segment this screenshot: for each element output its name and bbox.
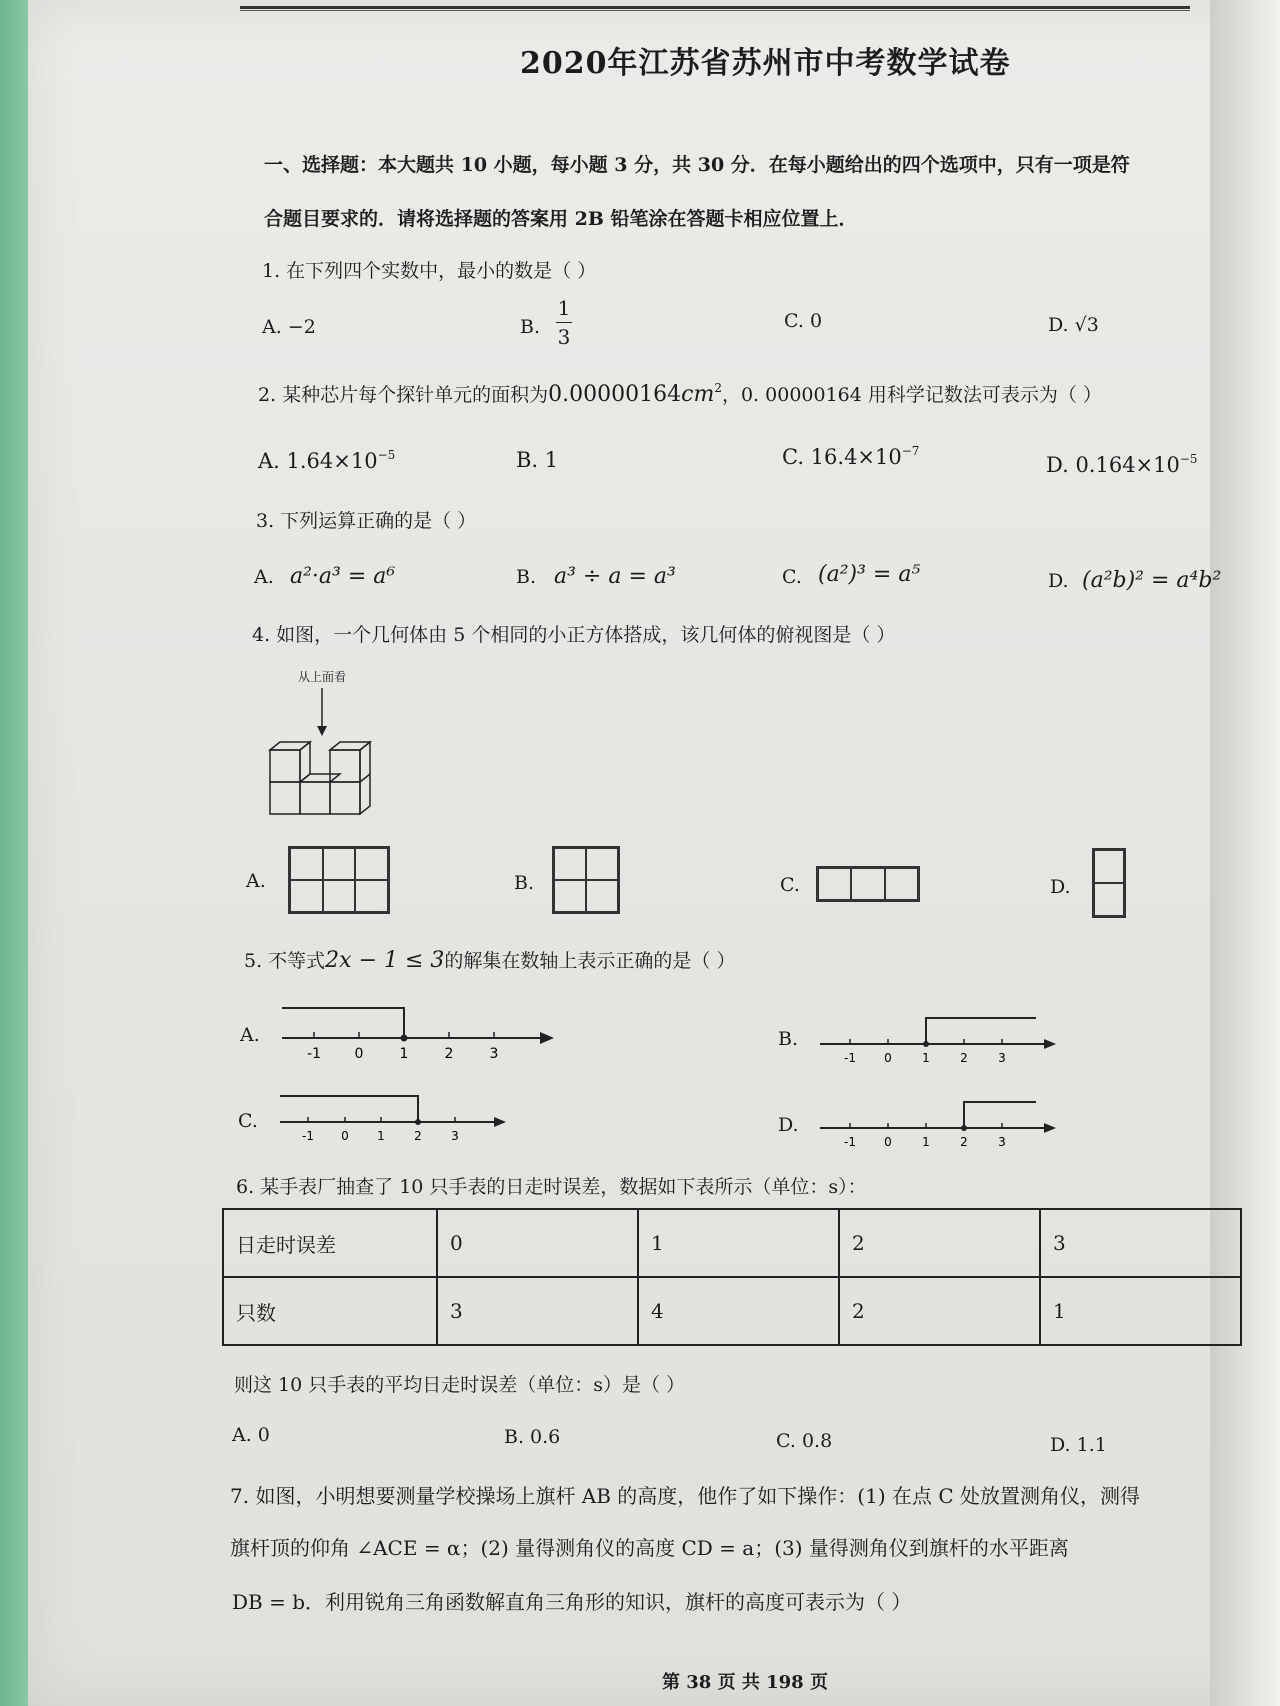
grid-cell bbox=[355, 848, 388, 880]
page-title: 2020年江苏省苏州市中考数学试卷 bbox=[520, 46, 1011, 81]
fraction-bar bbox=[556, 322, 572, 323]
grid-cell bbox=[355, 880, 388, 912]
grid-cell bbox=[586, 880, 618, 912]
q2-text-value: 0.00000164 bbox=[548, 382, 682, 407]
tick-label: -1 bbox=[844, 1135, 856, 1149]
q4-option-b-grid bbox=[552, 846, 620, 914]
tick-label: 0 bbox=[884, 1135, 892, 1149]
q5-option-d-numberline bbox=[818, 1096, 1058, 1152]
q2-text-pre: 2. 某种芯片每个探针单元的面积为 bbox=[258, 384, 549, 406]
q3-option-a-expr: a²·a³ = a⁶ bbox=[290, 564, 396, 589]
q3-option-a-label: A. bbox=[254, 566, 274, 588]
q2-option-d-base: D. 0.164×10 bbox=[1046, 453, 1180, 477]
tick-label: 0 bbox=[884, 1051, 892, 1065]
grid-cell bbox=[1094, 883, 1124, 916]
q6-option-a: A. 0 bbox=[232, 1424, 270, 1446]
table-cell: 2 bbox=[839, 1277, 1040, 1345]
q2-option-a-exp: −5 bbox=[377, 448, 396, 462]
q5-text-pre: 5. 不等式 bbox=[244, 950, 326, 972]
q4-option-d-grid bbox=[1092, 848, 1126, 918]
q6-data-table bbox=[222, 1208, 1242, 1346]
q4-text: 4. 如图，一个几何体由 5 个相同的小正方体搭成，该几何体的俯视图是（ ） bbox=[252, 624, 896, 646]
q2-option-a bbox=[258, 448, 395, 473]
q6-text: 6. 某手表厂抽查了 10 只手表的日走时误差，数据如下表所示（单位：s）： bbox=[236, 1176, 867, 1198]
tick-label: 2 bbox=[444, 1046, 454, 1062]
q2-text-unit: cm bbox=[681, 382, 715, 407]
section1-line2: 合题目要求的．请将选择题的答案用 2B 铅笔涂在答题卡相应位置上． bbox=[264, 208, 858, 230]
tick-label: 1 bbox=[377, 1129, 385, 1143]
grid-cell bbox=[851, 868, 884, 900]
header-rule-thin bbox=[240, 10, 1190, 11]
q2-option-a-base: A. 1.64×10 bbox=[258, 449, 378, 473]
q5-option-d: D. bbox=[778, 1114, 799, 1136]
next-page-edge bbox=[1210, 0, 1280, 1706]
grid-cell bbox=[290, 880, 323, 912]
q2-option-c-base: C. 16.4×10 bbox=[782, 445, 902, 469]
grid-cell bbox=[818, 868, 851, 900]
table-row bbox=[223, 1209, 1241, 1277]
q3-option-c-expr: (a²)³ = a⁵ bbox=[818, 562, 921, 587]
fraction-numerator: 1 bbox=[557, 296, 571, 320]
q3-option-b-expr: a³ ÷ a = a³ bbox=[554, 564, 676, 589]
page-footer: 第 38 页 共 198 页 bbox=[662, 1672, 828, 1693]
table-cell: 只数 bbox=[223, 1277, 437, 1345]
q2-option-c bbox=[782, 444, 919, 469]
q3-option-d-label: D. bbox=[1048, 570, 1069, 592]
q4-cube-figure bbox=[260, 684, 380, 818]
tick-label: 2 bbox=[414, 1129, 422, 1143]
q5-option-b-numberline bbox=[818, 1012, 1058, 1068]
tick-label: 2 bbox=[960, 1135, 968, 1149]
q7-line1: 7. 如图，小明想要测量学校操场上旗杆 AB 的高度，他作了如下操作：(1) 在点 C 处放置测角仪，测得 bbox=[230, 1484, 1140, 1508]
grid-cell bbox=[1094, 850, 1124, 883]
tick-label: 2 bbox=[960, 1051, 968, 1065]
q4-option-a-grid bbox=[288, 846, 390, 914]
grid-cell bbox=[323, 880, 356, 912]
tick-label: 3 bbox=[451, 1129, 459, 1143]
grid-cell bbox=[323, 848, 356, 880]
q5-text-post: 的解集在数轴上表示正确的是（ ） bbox=[444, 950, 736, 972]
q1-option-b-label: B. bbox=[520, 316, 541, 338]
q1-option-a: A. −2 bbox=[262, 316, 316, 338]
q6-option-c: C. 0.8 bbox=[776, 1430, 833, 1452]
tick-label: 0 bbox=[354, 1046, 364, 1062]
tick-label: 1 bbox=[399, 1046, 409, 1062]
q5-option-b: B. bbox=[778, 1028, 799, 1050]
q2-option-d bbox=[1046, 452, 1198, 477]
q7-line3: DB = b．利用锐角三角函数解直角三角形的知识，旗杆的高度可表示为（ ） bbox=[232, 1590, 912, 1614]
tick-label: 3 bbox=[489, 1046, 499, 1062]
q6-followup: 则这 10 只手表的平均日走时误差（单位：s）是（ ） bbox=[234, 1374, 686, 1396]
q3-option-c-label: C. bbox=[782, 566, 802, 588]
table-cell: 日走时误差 bbox=[223, 1209, 437, 1277]
table-row bbox=[223, 1277, 1241, 1345]
grid-cell bbox=[290, 848, 323, 880]
q3-option-b-label: B. bbox=[516, 566, 537, 588]
q1-option-c: C. 0 bbox=[784, 310, 823, 332]
q6-option-b: B. 0.6 bbox=[504, 1426, 561, 1448]
grid-cell bbox=[885, 868, 918, 900]
q4-option-c: C. bbox=[780, 874, 800, 896]
q5-option-c-numberline bbox=[276, 1090, 510, 1146]
q7-line2: 旗杆顶的仰角 ∠ACE = α；(2) 量得测角仪的高度 CD = a；(3) 量得测角仪到旗杆的水平距离 bbox=[230, 1536, 1069, 1560]
q3-option-d-expr: (a²b)² = a⁴b² bbox=[1082, 568, 1222, 593]
tick-label: 1 bbox=[922, 1051, 930, 1065]
grid-cell bbox=[586, 848, 618, 880]
grid-cell bbox=[554, 880, 586, 912]
q3-text: 3. 下列运算正确的是（ ） bbox=[256, 510, 477, 532]
table-cell: 1 bbox=[1040, 1277, 1241, 1345]
table-cell: 3 bbox=[437, 1277, 638, 1345]
q6-option-d: D. 1.1 bbox=[1050, 1434, 1107, 1456]
q2-option-d-exp: −5 bbox=[1179, 452, 1198, 466]
q2-text-sup: 2 bbox=[714, 381, 722, 395]
tick-label: -1 bbox=[844, 1051, 856, 1065]
table-cell: 0 bbox=[437, 1209, 638, 1277]
q5-option-a-numberline bbox=[278, 1000, 558, 1064]
tick-label: 1 bbox=[922, 1135, 930, 1149]
q2-option-b: B. 1 bbox=[516, 448, 559, 472]
header-rule bbox=[240, 0, 1190, 9]
q4-option-b: B. bbox=[514, 872, 535, 894]
q5-text-expr: 2x − 1 ≤ 3 bbox=[325, 948, 445, 973]
q2-option-c-exp: −7 bbox=[901, 444, 920, 458]
q5-text bbox=[244, 946, 735, 973]
q5-option-c: C. bbox=[238, 1110, 258, 1132]
q4-figure-caption: 从上面看 bbox=[298, 670, 347, 684]
q4-option-c-grid bbox=[816, 866, 920, 902]
q1-option-d: D. √3 bbox=[1048, 314, 1099, 336]
table-cell: 3 bbox=[1040, 1209, 1241, 1277]
fraction-denominator: 3 bbox=[557, 325, 571, 349]
q4-option-d: D. bbox=[1050, 876, 1071, 898]
table-cell: 2 bbox=[839, 1209, 1040, 1277]
table-cell: 4 bbox=[638, 1277, 839, 1345]
tick-label: -1 bbox=[307, 1046, 321, 1062]
q1-option-b-fraction bbox=[556, 296, 572, 349]
tick-label: 3 bbox=[998, 1051, 1006, 1065]
q5-option-a: A. bbox=[240, 1024, 260, 1046]
grid-cell bbox=[554, 848, 586, 880]
q2-text bbox=[258, 380, 1102, 407]
section1-line1: 一、选择题：本大题共 10 小题，每小题 3 分，共 30 分．在每小题给出的四个选项中，只有一项是符 bbox=[264, 154, 1130, 176]
tick-label: -1 bbox=[302, 1129, 314, 1143]
tick-label: 3 bbox=[998, 1135, 1006, 1149]
tick-label: 0 bbox=[341, 1129, 349, 1143]
q4-option-a: A. bbox=[246, 870, 266, 892]
q2-text-post: ，0. 00000164 用科学记数法可表示为（ ） bbox=[721, 384, 1102, 406]
q1-text: 1. 在下列四个实数中，最小的数是（ ） bbox=[262, 260, 597, 282]
table-cell: 1 bbox=[638, 1209, 839, 1277]
